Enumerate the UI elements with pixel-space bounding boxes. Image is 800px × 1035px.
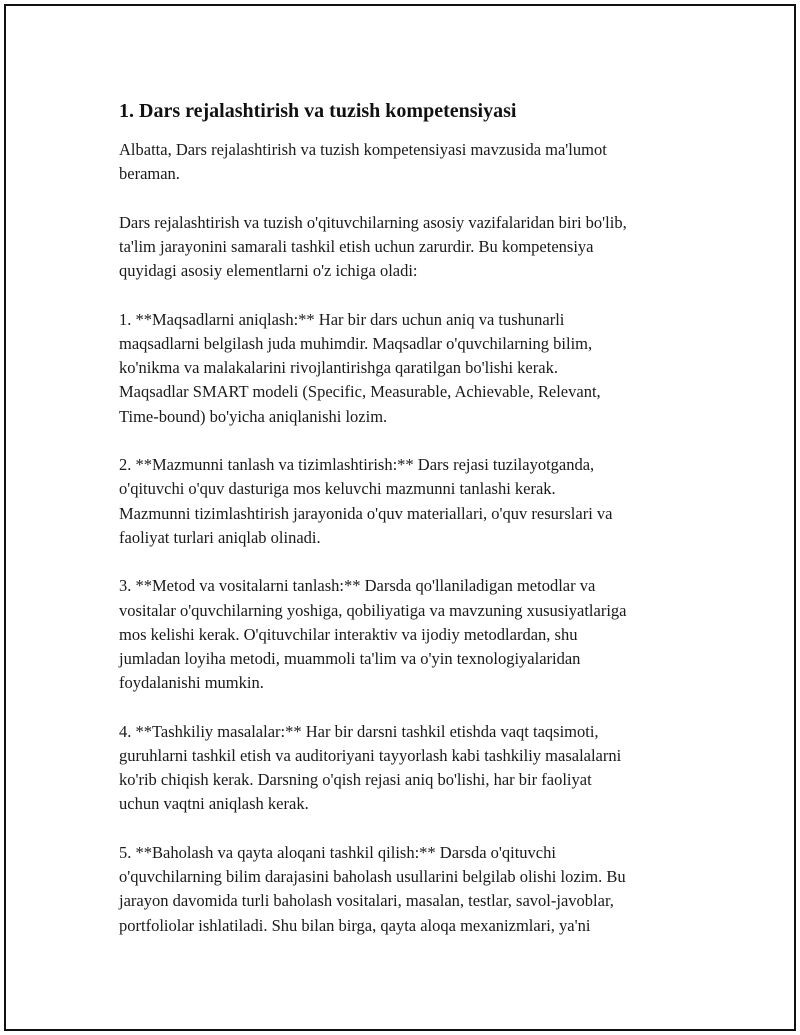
paragraph-item-5: 5. **Baholash va qayta aloqani tashkil qilish:** Darsda o'qituvchi o'quvchilarning bilim darajasini baholash usullarini belgilab olishi lozim. Bu jarayon davomida turli baholash vositalari, masalan, testlar, savol-javoblar, portfoliolar ishlatiladi. Shu bilan birga, qayta aloqa mexanizmlari, ya'ni bbox=[119, 843, 626, 935]
document-title: 1. Dars rejalashtirish va tuzish kompetensiyasi bbox=[119, 100, 517, 122]
document-body bbox=[119, 98, 699, 962]
paragraph-item-4: 4. **Tashkiliy masalalar:** Har bir darsni tashkil etishda vaqt taqsimoti, guruhlarni tashkil etish va auditoriyani tayyorlash kabi tashkiliy masalalarni ko'rib chiqish kerak. Darsning o'qish rejasi aniq bo'lishi, har bir faoliyat uchun vaqtni aniqlash kerak. bbox=[119, 721, 622, 814]
paragraph-overview: Dars rejalashtirish va tuzish o'qituvchilarning asosiy vazifalaridan biri bo'lib, ta'lim jarayonini samarali tashkil etish uchun zarurdir. Bu kompetensiya quyidagi asosiy elementlarni o'z ichiga oladi: bbox=[119, 212, 627, 281]
paragraph-item-1: 1. **Maqsadlarni aniqlash:** Har bir dars uchun aniq va tushunarli maqsadlarni belgilash juda muhimdir. Maqsadlar o'quvchilarning bilim, ko'nikma va malakalarini rivojlantirishga qaratilgan bo'lishi kerak. Maqsadlar SMART modeli (Specific, Measurable, Achievable, Relevant, Time-bound) bo'yicha aniqlanishi lozim. bbox=[119, 309, 601, 426]
paragraph-item-3: 3. **Metod va vositalarni tanlash:** Darsda qo'llaniladigan metodlar va vositalar o'quvchilarning yoshiga, qobiliyatiga va mavzuning xususiyatlariga mos kelishi kerak. O'qituvchilar interaktiv va ijodiy metodlardan, shu jumladan loyiha metodi, muammoli ta'lim va o'yin texnologiyalaridan foydalanishi mumkin. bbox=[119, 576, 627, 693]
paragraph-intro: Albatta, Dars rejalashtirish va tuzish kompetensiyasi mavzusida ma'lumot beraman. bbox=[119, 140, 607, 184]
page-frame bbox=[4, 4, 796, 1031]
paragraph-item-2: 2. **Mazmunni tanlash va tizimlashtirish:** Dars rejasi tuzilayotganda, o'qituvchi o'quv dasturiga mos keluvchi mazmunni tanlashi kerak. Mazmunni tizimlashtirish jarayonida o'quv materiallari, o'quv resurslari va faoliyat turlari aniqlab olinadi. bbox=[119, 455, 613, 547]
